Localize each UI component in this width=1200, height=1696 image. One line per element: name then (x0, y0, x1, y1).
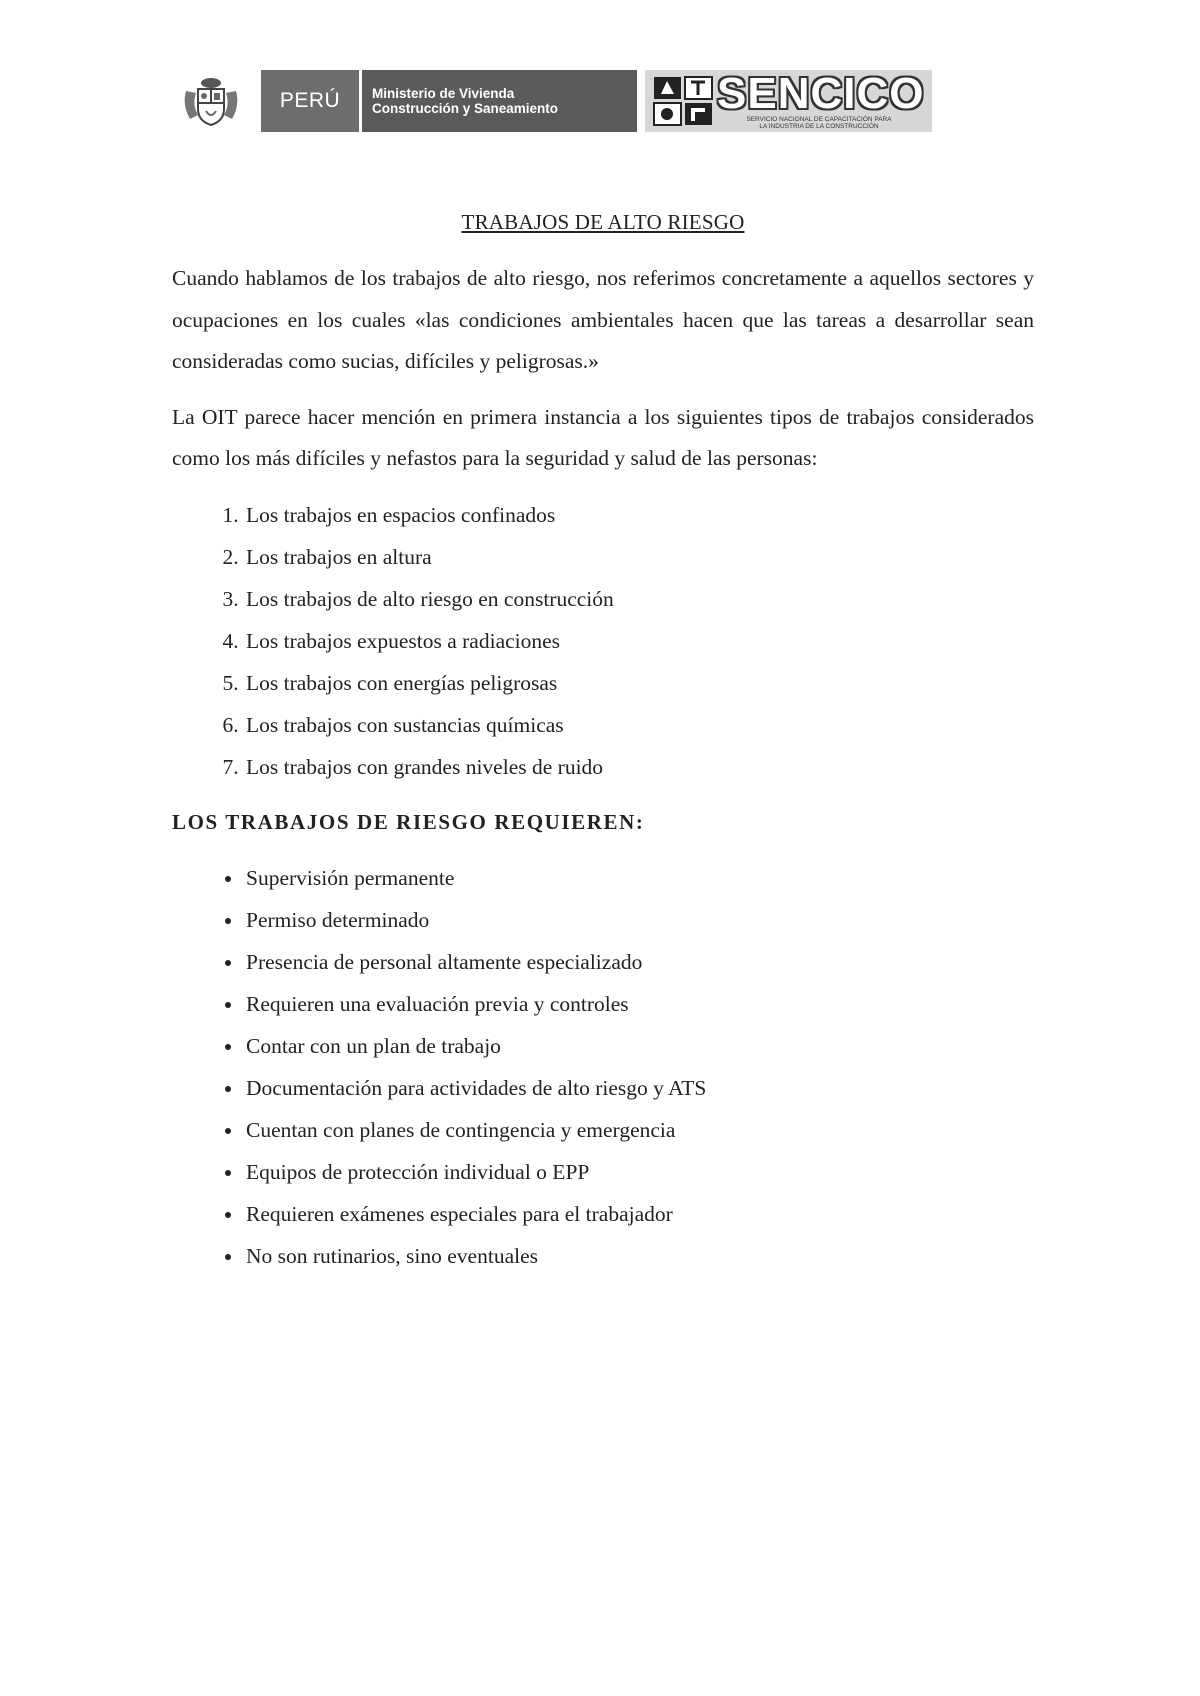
header-logos (180, 70, 932, 132)
list-item: • Documentación para actividades de alto riesgo y ATS (244, 1067, 1034, 1109)
list-item: 1. Los trabajos en espacios confinados (244, 494, 1034, 536)
peru-label: PERÚ (261, 70, 359, 132)
document-title: TRABAJOS DE ALTO RIESGO (461, 210, 745, 234)
list-item: 7. Los trabajos con grandes niveles de ruido (244, 746, 1034, 788)
list-item: • Supervisión permanente (244, 857, 1034, 899)
list-item: • Equipos de protección individual o EPP (244, 1151, 1034, 1193)
list-item: 4. Los trabajos expuestos a radiaciones (244, 620, 1034, 662)
document-body (172, 210, 1034, 1277)
coat-of-arms-icon (180, 75, 242, 127)
list-item: 3. Los trabajos de alto riesgo en construcción (244, 578, 1034, 620)
intro-paragraph: Cuando hablamos de los trabajos de alto riesgo, nos referimos concretamente a aquellos sectores y ocupaciones en los cuales «las condiciones ambientales hacen que las tareas a desarrollar sean consideradas como sucias, difíciles y peligrosas.» (172, 266, 1034, 373)
list-item: • Contar con un plan de trabajo (244, 1025, 1034, 1067)
ministry-line-2: Construcción y Saneamiento (372, 101, 559, 116)
oit-paragraph: La OIT parece hacer mención en primera instancia a los siguientes tipos de trabajos considerados como los más difíciles y nefastos para la seguridad y salud de las personas: (172, 404, 1034, 470)
list-item: • No son rutinarios, sino eventuales (244, 1235, 1034, 1277)
list-item: • Requieren una evaluación previa y controles (244, 983, 1034, 1025)
sencico-subtitle-line-2: LA INDUSTRIA DE LA CONSTRUCCIÓN (759, 123, 879, 130)
sencico-emblem-icon (653, 76, 715, 126)
requirements-list (172, 857, 1034, 1277)
list-item: 5. Los trabajos con energías peligrosas (244, 662, 1034, 704)
requirements-heading: LOS TRABAJOS DE RIESGO REQUIEREN: (172, 809, 645, 834)
sencico-logo (645, 70, 932, 132)
list-item: • Presencia de personal altamente especializado (244, 941, 1034, 983)
risk-types-list (172, 494, 1034, 788)
list-item: 2. Los trabajos en altura (244, 536, 1034, 578)
sencico-subtitle (719, 116, 919, 130)
sencico-wordmark: SENCICO (717, 69, 925, 118)
sencico-subtitle-line-1: SERVICIO NACIONAL DE CAPACITACIÓN PARA (746, 116, 892, 123)
ministry-line-1: Ministerio de Vivienda (372, 86, 515, 101)
ministry-label (362, 70, 637, 132)
list-item: • Requieren exámenes especiales para el trabajador (244, 1193, 1034, 1235)
list-item: 6. Los trabajos con sustancias químicas (244, 704, 1034, 746)
list-item: • Permiso determinado (244, 899, 1034, 941)
list-item: • Cuentan con planes de contingencia y emergencia (244, 1109, 1034, 1151)
